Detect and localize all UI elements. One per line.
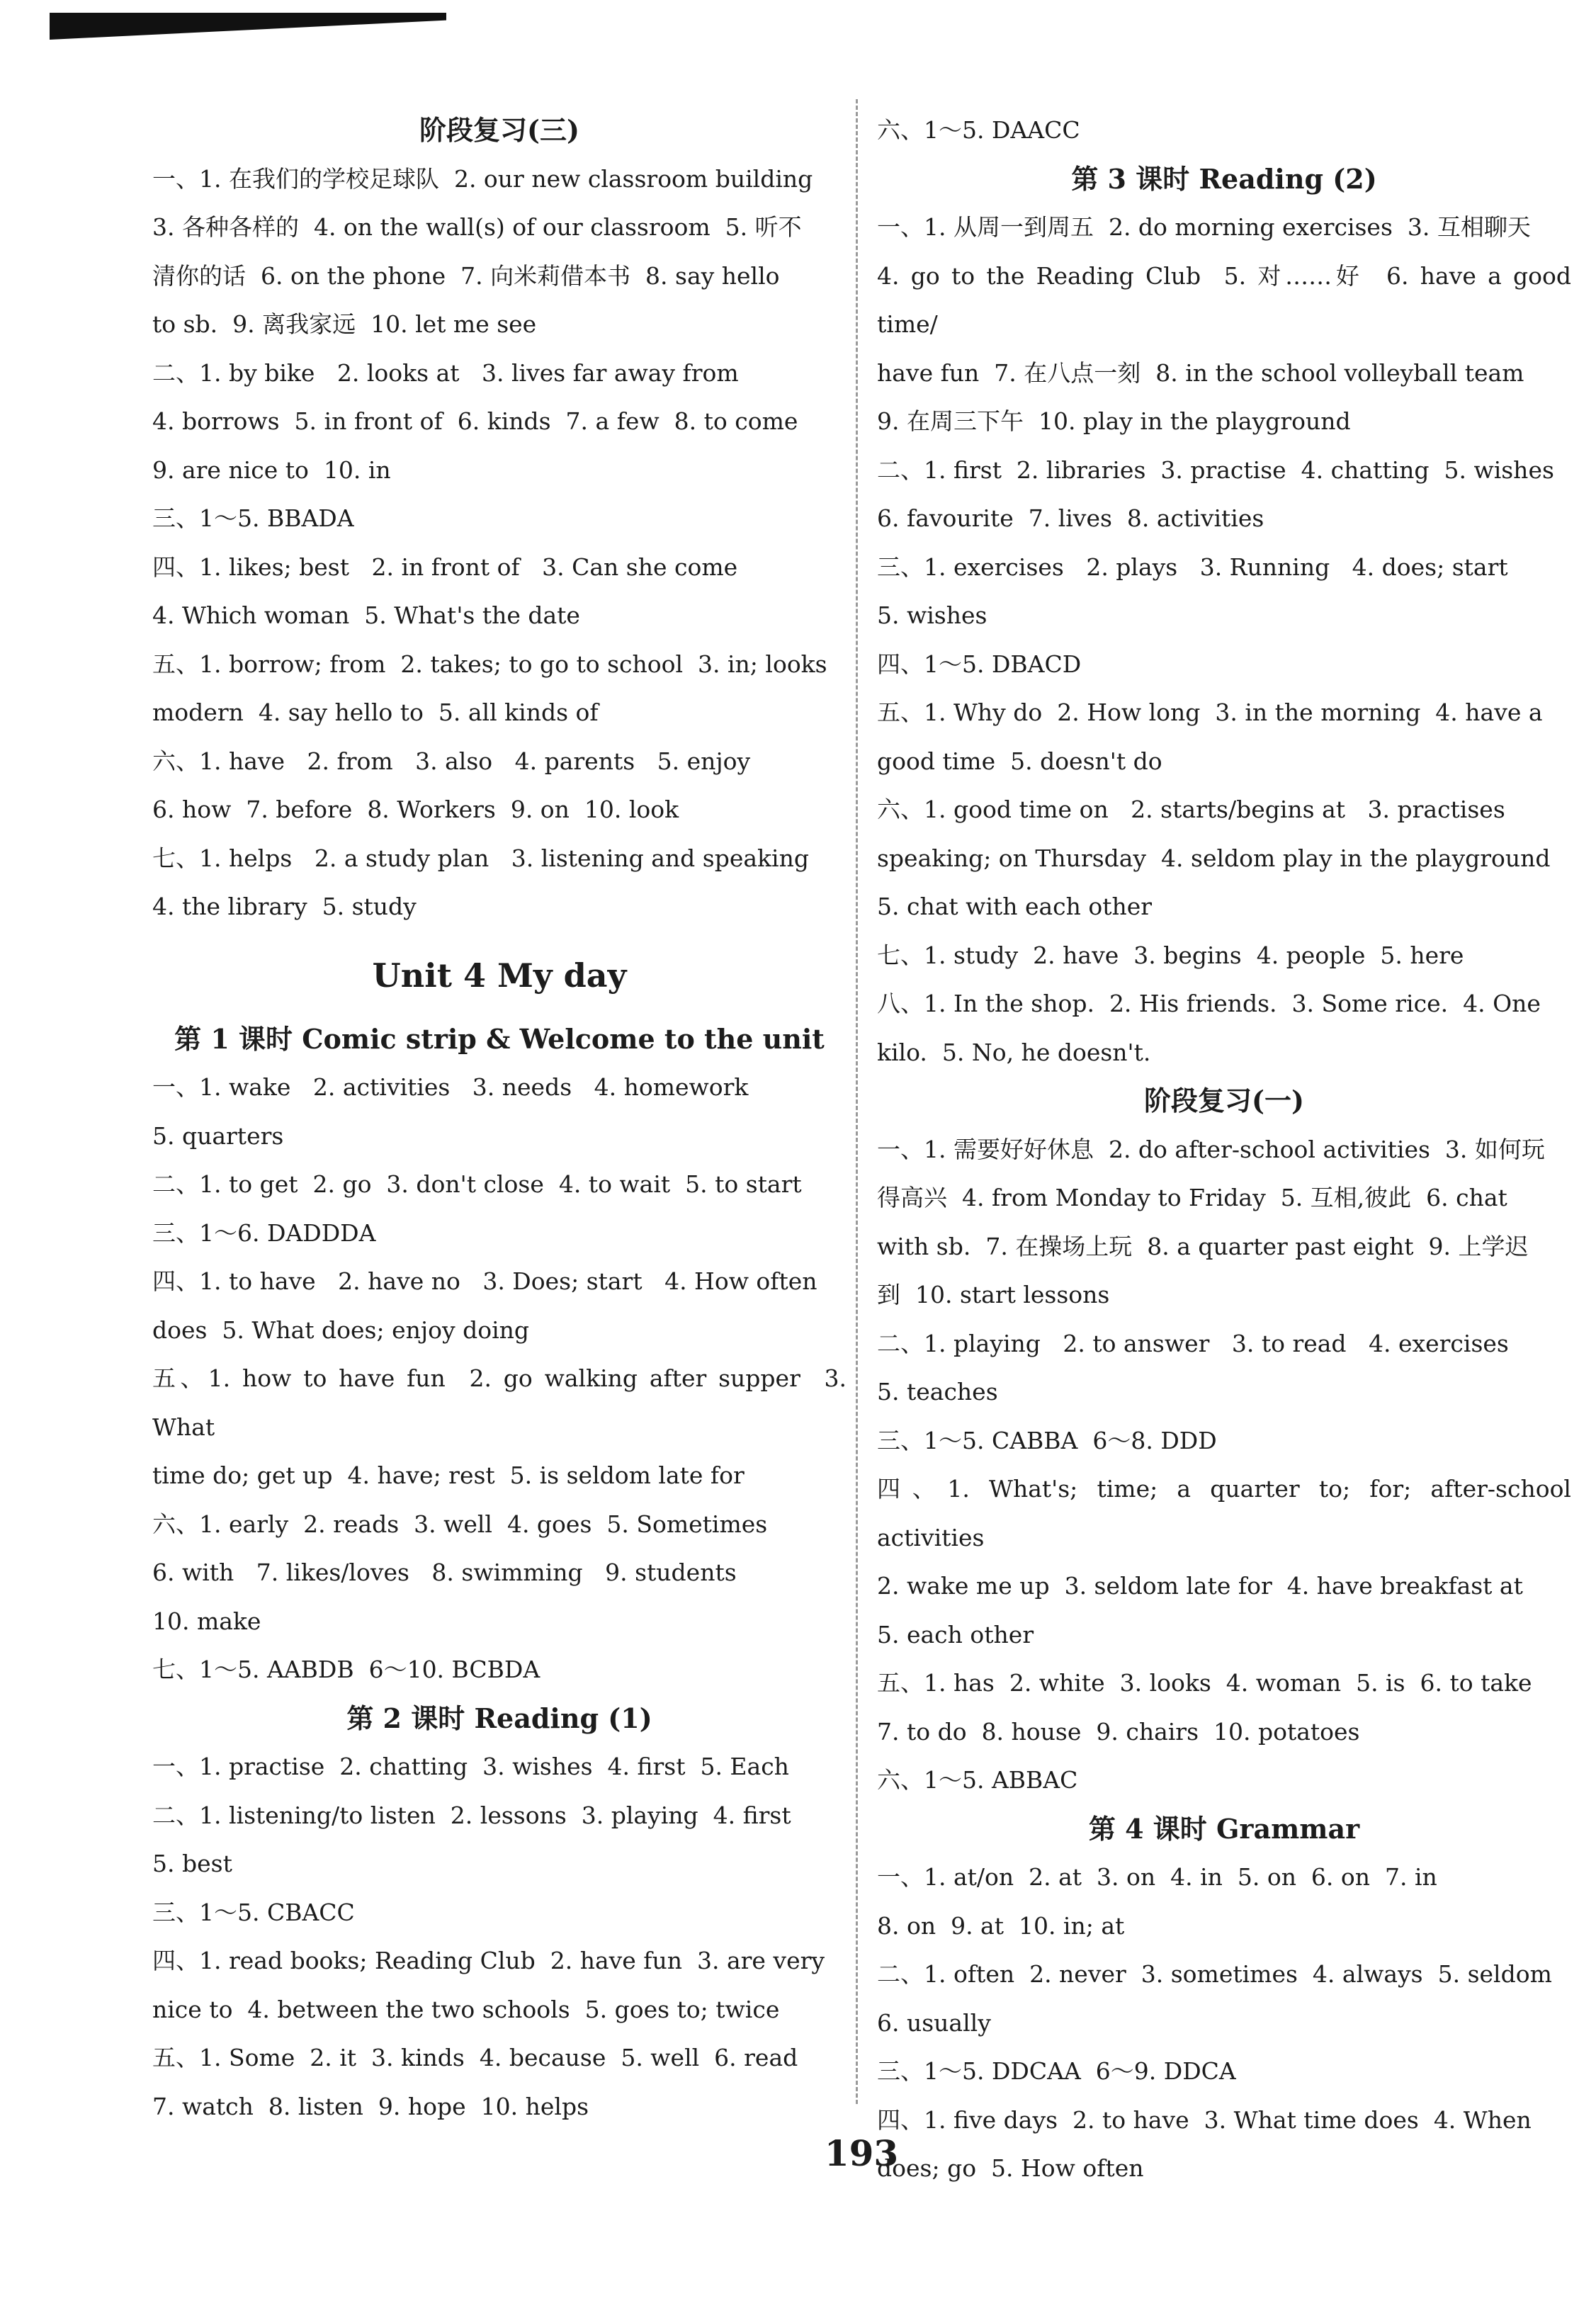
- right-column: [877, 106, 1579, 2193]
- answer-line: have fun 7. 在八点一刻 8. in the school volleyball team: [877, 358, 1524, 387]
- section-heading: 第 2 课时 Reading (1): [346, 1702, 652, 1734]
- answer-line: 4. the library 5. study: [152, 893, 417, 920]
- answer-line: 五、1. borrow; from 2. takes; to go to school 3. in; looks: [152, 650, 827, 678]
- answer-line: 二、1. first 2. libraries 3. practise 4. chatting 5. wishes: [877, 456, 1554, 484]
- answer-line: 二、1. to get 2. go 3. don't close 4. to wait 5. to start: [152, 1170, 802, 1198]
- answer-line: 五、1. Some 2. it 3. kinds 4. because 5. well 6. read: [152, 2044, 798, 2071]
- answer-line: 4. go to the Reading Club 5. 对……好 6. have a good time/: [877, 261, 1579, 338]
- answer-line: 7. to do 8. house 9. chairs 10. potatoes: [877, 1717, 1360, 1746]
- answer-line: with sb. 7. 在操场上玩 8. a quarter past eight 9. 上学迟: [877, 1232, 1529, 1260]
- answer-line: 6. how 7. before 8. Workers 9. on 10. look: [152, 796, 679, 823]
- answer-line: 5. quarters: [152, 1121, 284, 1150]
- answer-line: 得高兴 4. from Monday to Friday 5. 互相,彼此 6. chat: [877, 1184, 1507, 1211]
- answer-line: 6. favourite 7. lives 8. activities: [877, 504, 1264, 532]
- answer-line: 二、1. often 2. never 3. sometimes 4. always 5. seldom: [877, 1960, 1552, 1988]
- answer-line: 10. make: [152, 1607, 261, 1635]
- section-heading: 阶段复习(一): [1144, 1085, 1304, 1116]
- answer-line: 四、1. read books; Reading Club 2. have fun 3. are very: [152, 1947, 825, 1974]
- answer-line: 六、1. good time on 2. starts/begins at 3. practises: [877, 796, 1505, 823]
- answer-line: 一、1. wake 2. activities 3. needs 4. homework: [152, 1073, 749, 1101]
- answer-line: 四、1. five days 2. to have 3. What time does 4. When: [877, 2105, 1532, 2134]
- answer-line: kilo. 5. No, he doesn't.: [877, 1038, 1151, 1066]
- answer-line: 三、1～5. CBACC: [152, 1898, 355, 1926]
- answer-line: 清你的话 6. on the phone 7. 向米莉借本书 8. say hello: [152, 261, 780, 290]
- answer-line: 五、1. has 2. white 3. looks 4. woman 5. is 6. to take: [877, 1669, 1532, 1697]
- answer-line: 7. watch 8. listen 9. hope 10. helps: [152, 2092, 589, 2120]
- answer-line: 七、1. study 2. have 3. begins 4. people 5. here: [877, 941, 1464, 969]
- answer-line: 4. borrows 5. in front of 6. kinds 7. a few 8. to come: [152, 407, 798, 435]
- top-edge-band: [50, 13, 446, 40]
- answer-line: nice to 4. between the two schools 5. goes to; twice: [152, 1995, 780, 2023]
- answer-line: 三、1～5. DDCAA 6～9. DDCA: [877, 2057, 1236, 2085]
- answer-line: 9. are nice to 10. in: [152, 456, 391, 484]
- answer-line: 六、1. have 2. from 3. also 4. parents 5. enjoy: [152, 747, 751, 775]
- answer-line: 5. each other: [877, 1620, 1034, 1648]
- left-column: [152, 106, 854, 2131]
- section-heading: 第 1 课时 Comic strip & Welcome to the unit: [174, 1022, 825, 1055]
- answer-line: speaking; on Thursday 4. seldom play in the playground: [877, 844, 1551, 872]
- answer-line: 6. usually: [877, 2008, 991, 2037]
- answer-line: 9. 在周三下午 10. play in the playground: [877, 407, 1351, 435]
- answer-line: 二、1. by bike 2. looks at 3. lives far away from: [152, 358, 739, 387]
- answer-line: 3. 各种各样的 4. on the wall(s) of our classroom 5. 听不: [152, 213, 802, 241]
- column-divider: [856, 99, 858, 2104]
- answer-line: 四、1. What's; time; a quarter to; for; after-school activities: [877, 1475, 1579, 1551]
- answer-line: 三、1. exercises 2. plays 3. Running 4. does; start: [877, 553, 1508, 581]
- answer-line: 七、1～5. AABDB 6～10. BCBDA: [152, 1656, 541, 1683]
- answer-line: 一、1. practise 2. chatting 3. wishes 4. first 5. Each: [152, 1753, 789, 1780]
- answer-line: 一、1. 需要好好休息 2. do after-school activities 3. 如何玩: [877, 1135, 1545, 1163]
- answer-line: 一、1. 从周一到周五 2. do morning exercises 3. 互相聊天: [877, 213, 1531, 241]
- section-heading: 第 4 课时 Grammar: [1088, 1812, 1360, 1845]
- answer-line: 六、1. early 2. reads 3. well 4. goes 5. Sometimes: [152, 1510, 768, 1538]
- answer-line: 一、1. 在我们的学校足球队 2. our new classroom building: [152, 164, 813, 193]
- answer-line: 五、1. how to have fun 2. go walking after supper 3. What: [152, 1364, 854, 1441]
- answer-line: 二、1. playing 2. to answer 3. to read 4. exercises: [877, 1329, 1509, 1357]
- answer-line: good time 5. doesn't do: [877, 747, 1162, 775]
- answer-line: 四、1～5. DBACD: [877, 650, 1082, 678]
- answer-line: 2. wake me up 3. seldom late for 4. have breakfast at: [877, 1572, 1523, 1600]
- answer-line: 二、1. listening/to listen 2. lessons 3. playing 4. first: [152, 1801, 791, 1829]
- answer-line: does; go 5. How often: [877, 2154, 1144, 2182]
- answer-line: 六、1～5. DAACC: [877, 116, 1080, 144]
- answer-line: 一、1. at/on 2. at 3. on 4. in 5. on 6. on 7. in: [877, 1863, 1437, 1891]
- page-number: 193: [824, 2132, 899, 2174]
- answer-line: 6. with 7. likes/loves 8. swimming 9. students: [152, 1559, 737, 1586]
- answer-line: 三、1～5. BBADA: [152, 504, 354, 532]
- answer-line: 5. wishes: [877, 601, 987, 629]
- answer-line: 六、1～5. ABBAC: [877, 1766, 1078, 1794]
- answer-line: 5. best: [152, 1850, 232, 1877]
- answer-line: to sb. 9. 离我家远 10. let me see: [152, 310, 537, 338]
- answer-line: 三、1～5. CABBA 6～8. DDD: [877, 1426, 1217, 1454]
- unit-title: Unit 4 My day: [372, 956, 627, 995]
- answer-line: 三、1～6. DADDDA: [152, 1218, 376, 1247]
- answer-line: 5. teaches: [877, 1378, 998, 1406]
- answer-line: 五、1. Why do 2. How long 3. in the morning 4. have a: [877, 699, 1543, 726]
- section-heading: 第 3 课时 Reading (2): [1071, 162, 1377, 195]
- answer-line: 到 10. start lessons: [877, 1281, 1110, 1308]
- answer-line: 七、1. helps 2. a study plan 3. listening and speaking: [152, 844, 809, 872]
- section-heading: 阶段复习(三): [419, 114, 579, 146]
- answer-line: 八、1. In the shop. 2. His friends. 3. Some rice. 4. One: [877, 990, 1541, 1017]
- answer-line: 四、1. likes; best 2. in front of 3. Can she come: [152, 553, 738, 581]
- answer-line: 四、1. to have 2. have no 3. Does; start 4. How often: [152, 1267, 817, 1295]
- answer-line: modern 4. say hello to 5. all kinds of: [152, 699, 599, 726]
- answer-line: does 5. What does; enjoy doing: [152, 1316, 530, 1344]
- answer-line: 4. Which woman 5. What's the date: [152, 601, 580, 629]
- answer-line: 5. chat with each other: [877, 893, 1153, 920]
- answer-line: time do; get up 4. have; rest 5. is seldom late for: [152, 1461, 745, 1489]
- answer-line: 8. on 9. at 10. in; at: [877, 1911, 1125, 1940]
